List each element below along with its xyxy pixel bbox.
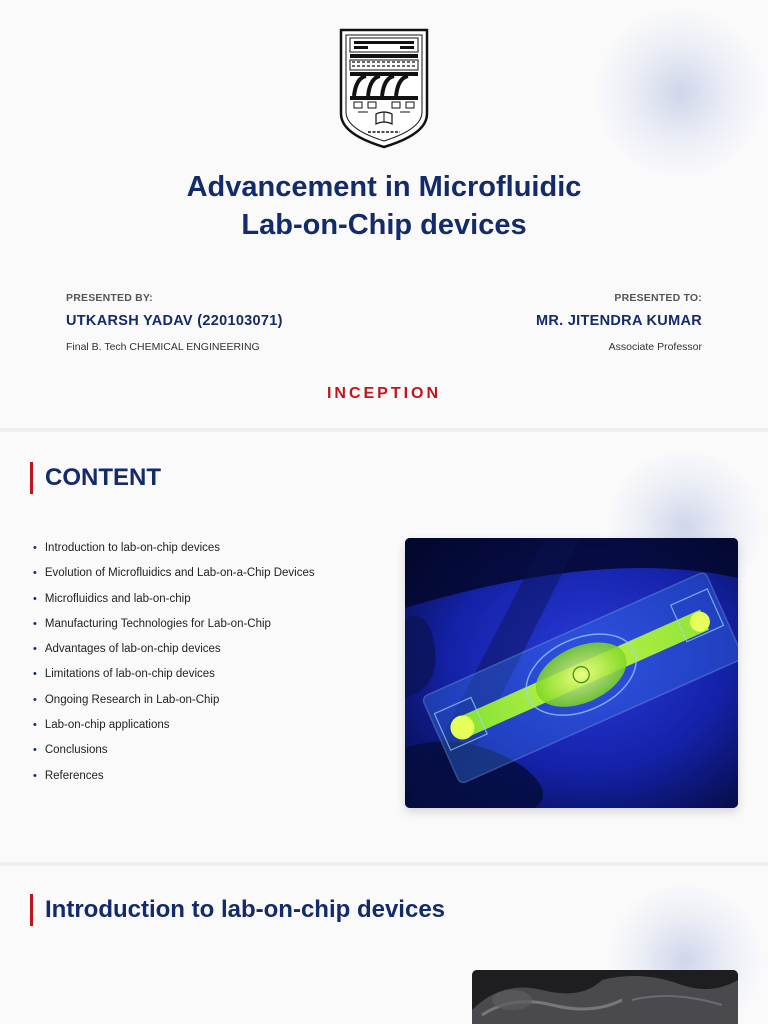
list-item: • Manufacturing Technologies for Lab-on-Chip (33, 618, 315, 643)
presenter-program: Final B. Tech CHEMICAL ENGINEERING (66, 341, 260, 353)
presented-to-label: PRESENTED TO: (614, 292, 702, 304)
list-item: • Limitations of lab-on-chip devices (33, 668, 315, 693)
heading-accent-bar (30, 462, 33, 494)
list-item: • Microfluidics and lab-on-chip (33, 593, 315, 618)
microfluidic-chip-image (405, 538, 738, 808)
content-heading (30, 462, 161, 494)
title-slide (0, 0, 768, 428)
content-slide (0, 432, 768, 862)
content-list (33, 542, 315, 795)
university-emblem (338, 26, 430, 150)
recipient-designation: Associate Professor (608, 341, 702, 353)
title-line-2: Lab-on-Chip devices (241, 209, 527, 241)
presented-by-label: PRESENTED BY: (66, 292, 153, 304)
title-line-1: Advancement in Microfluidic (186, 171, 582, 203)
list-item: • Lab-on-chip applications (33, 719, 315, 744)
presentation-title (0, 168, 768, 244)
intro-heading-text: Introduction to lab-on-chip devices (45, 896, 446, 923)
list-item: • Evolution of Microfluidics and Lab-on-a-Chip Devices (33, 567, 315, 592)
inception-tag: INCEPTION (326, 385, 442, 402)
list-item: • Advantages of lab-on-chip devices (33, 643, 315, 668)
presenter-name: UTKARSH YADAV (220103071) (66, 313, 283, 329)
gloved-hand-image (472, 970, 738, 1024)
decorative-blob (590, 8, 768, 178)
recipient-block (536, 292, 702, 353)
intro-slide (0, 866, 768, 1024)
list-item: • Ongoing Research in Lab-on-Chip (33, 694, 315, 719)
intro-heading (30, 894, 445, 926)
recipient-name: MR. JITENDRA KUMAR (536, 313, 702, 329)
heading-accent-bar (30, 894, 33, 926)
content-heading-text: CONTENT (45, 464, 161, 491)
list-item: • Conclusions (33, 744, 315, 769)
list-item: • Introduction to lab-on-chip devices (33, 542, 315, 567)
presenter-block (66, 292, 283, 353)
list-item: • References (33, 770, 315, 795)
